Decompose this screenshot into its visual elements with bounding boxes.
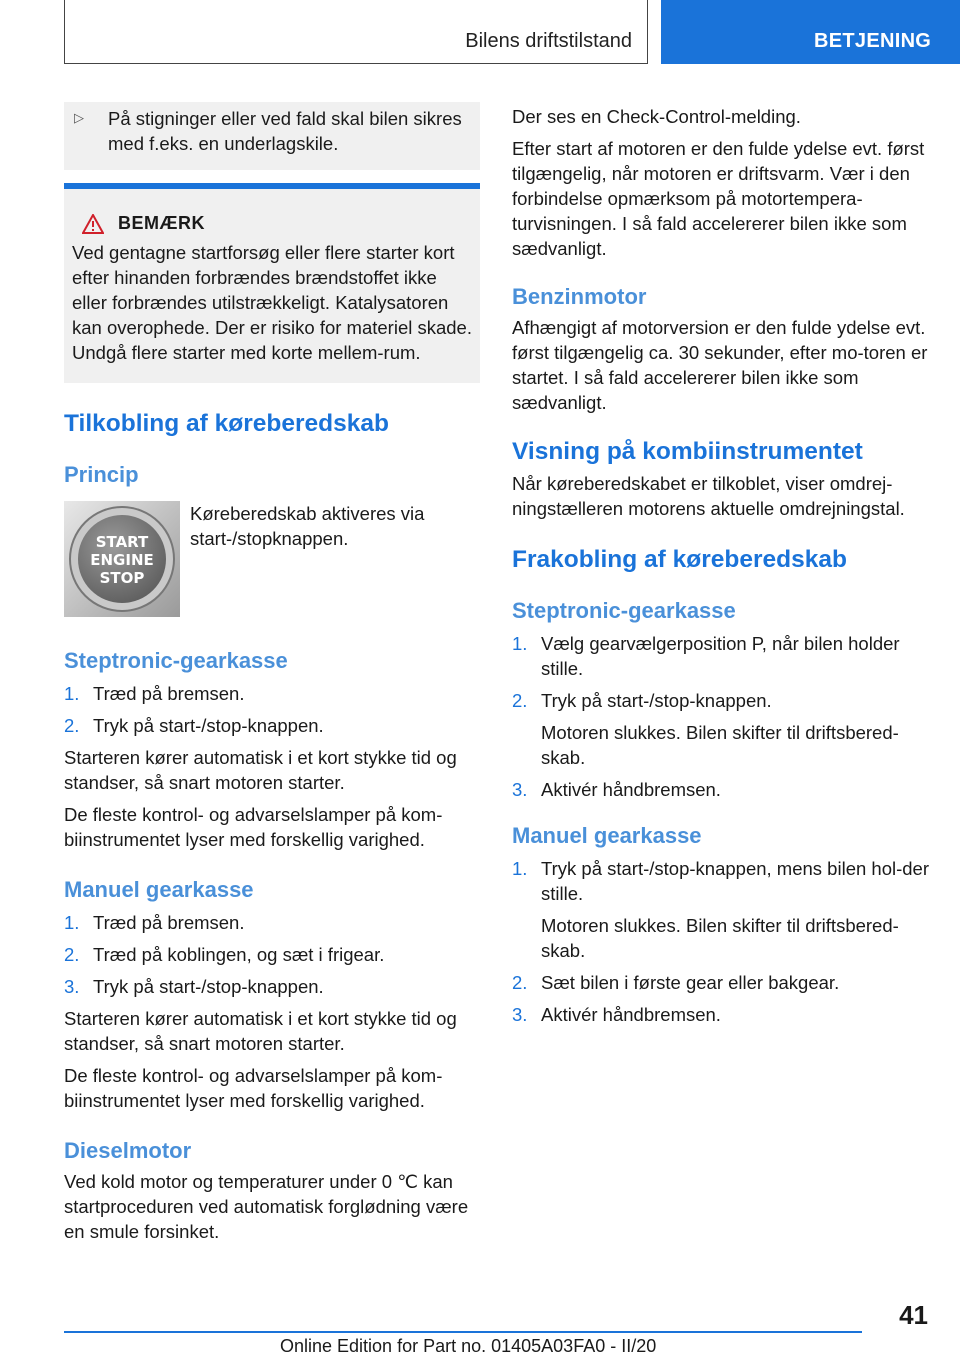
heading-manual-right: Manuel gearkasse <box>512 823 702 848</box>
footer-edition: Online Edition for Part no. 01405A03FA0 - II/20 <box>280 1336 657 1356</box>
list-item: 3. Aktivér håndbremsen. <box>512 779 721 800</box>
note-text: Ved gentagne startforsøg eller flere starter kort efter hinanden forbrændes brændstoffet ikke eller forbrændes utilstrækkeligt. Katalysatoren kan overophede. Der er risiko for materiel skade. Undgå flere starter med korte mellem-rum. <box>72 242 472 363</box>
button-label-start: START <box>95 533 149 551</box>
heading-display: Visning på kombiinstrumentet <box>512 438 863 465</box>
button-label-engine: ENGINE <box>90 551 154 569</box>
heading-connect: Tilkobling af køreberedskab <box>64 410 389 437</box>
warning-icon <box>82 214 104 234</box>
start-stop-button-image <box>64 501 180 617</box>
list-item: 1. Træd på bremsen. <box>64 912 245 933</box>
heading-manual-left: Manuel gearkasse <box>64 877 254 902</box>
left-column <box>64 102 480 1244</box>
right-column <box>512 102 932 1034</box>
manual-p2: De fleste kontrol- og advarselslamper på kom-biinstrumentet lyser med forskellig varighed. <box>64 1065 443 1111</box>
heading-steptronic-left: Steptronic-gearkasse <box>64 648 288 673</box>
heading-steptronic-right: Steptronic-gearkasse <box>512 598 736 623</box>
right-p2: Efter start af motoren er den fulde ydelse evt. først tilgængelig, når motoren er driftsvarm. Vær i den forbindelse opmærksom på motortempera-turvisningen. I så fald accelererer bilen ikke som sædvanligt. <box>512 138 925 259</box>
list-item: 1. Vælg gearvælgerposition P, når bilen holder stille. <box>512 633 900 679</box>
heading-petrol: Benzinmotor <box>512 284 647 309</box>
note-box <box>64 189 480 383</box>
tab-betjening[interactable]: BETJENING <box>661 0 960 64</box>
button-label-stop: STOP <box>99 569 145 587</box>
steptronic-off-steps <box>512 631 932 713</box>
section-title: Bilens driftstilstand <box>465 30 632 52</box>
list-item: 1. Tryk på start-/stop-knappen, mens bilen hol-der stille. <box>512 858 929 904</box>
list-item: 2. Træd på koblingen, og sæt i frigear. <box>64 944 385 965</box>
steptronic-off-sub: Motoren slukkes. Bilen skifter til driftsbered-skab. <box>541 722 899 768</box>
steptronic-p2: De fleste kontrol- og advarselslamper på kom-biinstrumentet lyser med forskellig varighed. <box>64 804 443 850</box>
list-item: 2. Tryk på start-/stop-knappen. <box>512 690 772 711</box>
note-title: BEMÆRK <box>118 213 205 233</box>
list-item: 3. Aktivér håndbremsen. <box>512 1004 721 1025</box>
display-text: Når køreberedskabet er tilkoblet, viser omdrej-ningstælleren motorens aktuelle omdrejningstal. <box>512 473 905 519</box>
page-number: 41 <box>899 1300 928 1330</box>
list-item: 2. Sæt bilen i første gear eller bakgear. <box>512 972 840 993</box>
right-p1: Der ses en Check-Control-melding. <box>512 106 801 127</box>
list-item: 2. Tryk på start-/stop-knappen. <box>64 715 324 736</box>
heading-disconnect: Frakobling af køreberedskab <box>512 546 847 573</box>
steptronic-p1: Starteren kører automatisk i et kort stykke tid og standser, så snart motoren starter. <box>64 747 457 793</box>
petrol-text: Afhængigt af motorversion er den fulde ydelse evt. først tilgængelig ca. 30 sekunder, efter mo-toren er startet. I så fald accelererer bilen ikke som sædvanligt. <box>512 317 928 413</box>
bullet-text: På stigninger eller ved fald skal bilen sikres med f.eks. en underlagskile. <box>108 108 462 154</box>
manual-steps <box>64 910 480 999</box>
steptronic-steps <box>64 681 480 738</box>
triangle-bullet-icon: ▷ <box>74 110 84 125</box>
bullet-box <box>64 102 480 170</box>
principle-text: Køreberedskab aktiveres via start-/stopknappen. <box>190 503 425 549</box>
footer-rule <box>64 1331 862 1333</box>
list-item: 1. Træd på bremsen. <box>64 683 245 704</box>
list-item: 3. Tryk på start-/stop-knappen. <box>64 976 324 997</box>
diesel-text: Ved kold motor og temperaturer under 0 ℃ kan startproceduren ved automatisk forglødning være en smule forsinket. <box>64 1171 469 1242</box>
heading-diesel: Dieselmotor <box>64 1138 192 1163</box>
manual-off-steps-cont <box>512 970 932 1027</box>
manual-off-steps <box>512 856 932 906</box>
steptronic-off-steps-cont <box>512 777 932 802</box>
heading-principle: Princip <box>64 462 139 487</box>
principle-block <box>64 501 480 617</box>
manual-off-sub: Motoren slukkes. Bilen skifter til driftsbered-skab. <box>541 915 899 961</box>
manual-p1: Starteren kører automatisk i et kort stykke tid og standser, så snart motoren starter. <box>64 1008 457 1054</box>
